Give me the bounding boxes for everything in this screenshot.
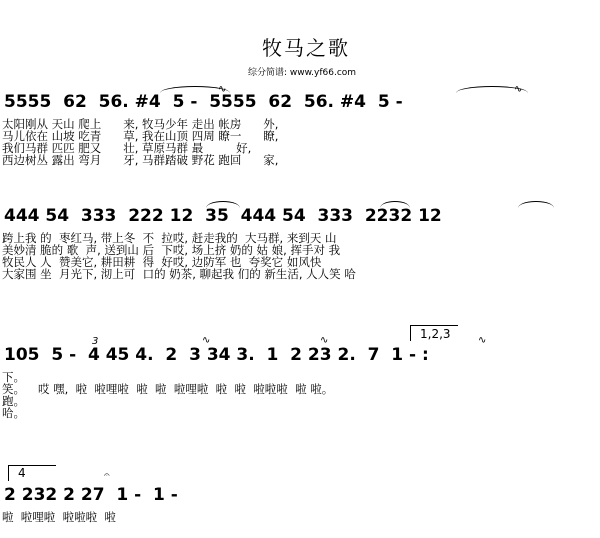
- trill-mark: ∿: [202, 335, 211, 346]
- fermata-mark: 𝄐: [104, 470, 110, 481]
- lyric-verse-1: 跨上我 的 枣红马, 带上冬 不 拉哎, 赶走我的 大马群, 来到天 山: [2, 231, 337, 245]
- slur: [518, 201, 554, 208]
- song-title: 牧马之歌: [262, 36, 350, 60]
- lyric-verse-2: 马儿依在 山坡 吃青 草, 我在山顶 四周 瞭一 瞭,: [2, 129, 279, 143]
- notation-line: 444 54 333 222 12 35 444 54 333 2232 12: [4, 206, 442, 226]
- lyric-ending-2: 笑。: [2, 382, 25, 396]
- slur: [206, 201, 240, 208]
- trill-mark: ∿: [320, 335, 329, 346]
- volta-number: 1,2,3: [420, 327, 451, 341]
- lyric-ending-3: 跑。: [2, 394, 25, 408]
- notation-line: 5555 62 56. #4 5 - 5555 62 56. #4 5 -: [4, 92, 403, 112]
- lyric-refrain: 哎 嘿, 啦 啦哩啦 啦 啦 啦哩啦 啦 啦 啦啦啦 啦 啦。: [38, 382, 334, 396]
- trill-mark: ∿: [514, 84, 523, 95]
- trill-mark: ∿: [478, 335, 487, 346]
- notation-line: 2 232 2 27 1 - 1 -: [4, 485, 178, 505]
- slur: [380, 201, 410, 208]
- volta-bracket: [410, 325, 411, 341]
- lyric-verse-4: 西边树丛 露出 弯月 牙, 马群踏破 野花 跑回 家,: [2, 153, 279, 167]
- source-credit: 综分简谱: www.yf66.com: [248, 68, 357, 78]
- volta-bracket: [410, 325, 458, 326]
- lyric-verse-4: 大家围 坐 月光下, 沏上可 口的 奶茶, 聊起我 们的 新生活, 人人笑 哈: [2, 267, 356, 281]
- lyric-coda: 啦 啦哩啦 啦啦啦 啦: [2, 510, 116, 524]
- lyric-ending-4: 哈。: [2, 406, 25, 420]
- volta-number: 4: [18, 466, 26, 480]
- volta-bracket: [8, 465, 9, 481]
- notation-line: 105 5 - 4 45 4. 2 3 34 3. 1 2 23 2. 7 1 - :: [4, 345, 429, 365]
- lyric-verse-3: 牧民人 人 赞美它, 耕田耕 得 好哎, 边防军 也 夸奖它 如风快: [2, 255, 322, 269]
- lyric-ending-1: 下。: [2, 370, 25, 384]
- lyric-verse-3: 我们马群 匹匹 肥又 壮, 草原马群 最 好,: [2, 141, 252, 155]
- lyric-verse-1: 太阳刚从 天山 爬上 来, 牧马少年 走出 帐房 外,: [2, 117, 279, 131]
- volta-bracket: [8, 465, 56, 466]
- trill-mark: ∿: [218, 84, 227, 95]
- triplet-mark: 3: [92, 336, 99, 347]
- lyric-verse-2: 美妙清 脆的 歌 声, 送到山 后 下哎, 场上挤 奶的 姑 娘, 挥手对 我: [2, 243, 341, 257]
